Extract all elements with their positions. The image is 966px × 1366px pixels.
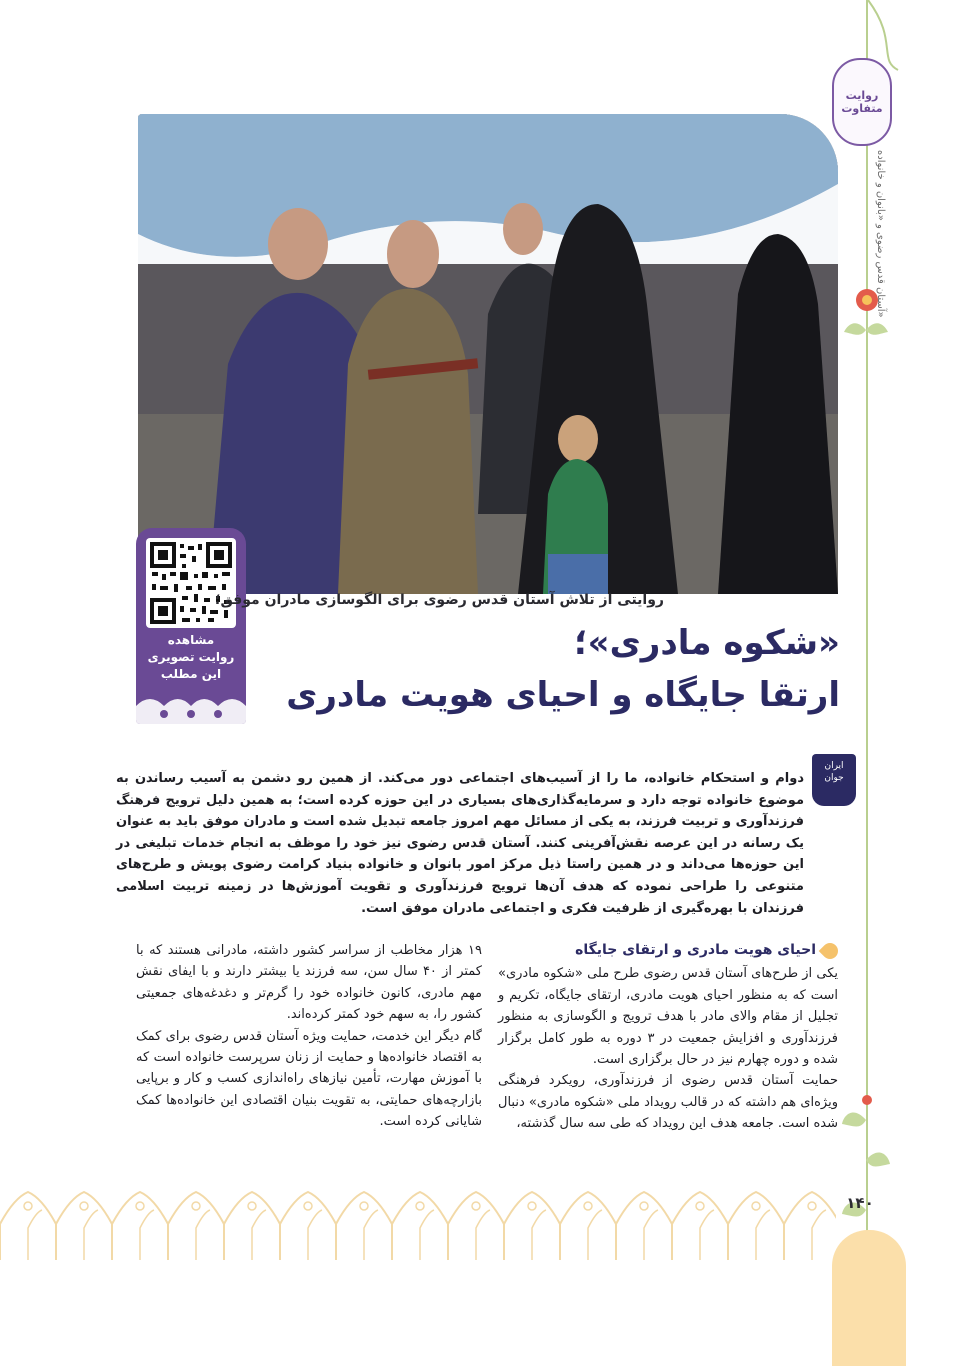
magazine-logo: روایت متفاوت (832, 58, 892, 146)
paragraph: یکی از طرح‌های آستان قدس رضوی طرح ملی «شکوه مادری» است که به منظور احیای هویت مادری، ارتقای جایگاه، تکریم و تجلیل از مقام والای مادر با هدف ترویج و الگوسازی به منظور فرزندآوری و افزایش جمعیت در ۳ دوره به طور کامل برگزار شده و دوره چهارم نیز در حال برگزاری است. (498, 966, 838, 1068)
qr-caption: مشاهده روایت تصویری این مطلب (147, 633, 235, 681)
article-title-line2: ارتقا جایگاه و احیای هویت مادری (286, 675, 840, 715)
article-title-line1: «شکوه مادری»؛ (574, 623, 840, 663)
page-number: ۱۴۰ (846, 1194, 874, 1212)
column-right (498, 940, 838, 1135)
event-photo (138, 114, 838, 594)
article-kicker: روایتی از تلاش آستان قدس رضوی برای الگوسازی مادران موفق؛ (214, 592, 664, 608)
flower-icon (862, 1095, 872, 1105)
paragraph: حمایت آستان قدس رضوی از فرزندآوری، رویکرد فرهنگی ویژه‌ای هم داشته که در قالب رویداد ملی «شکوه مادری» دنبال شده است. جامعه هدف این رویداد که طی سه سال گذشته، (498, 1073, 838, 1132)
lead-paragraph: دوام و استحکام خانواده، ما را از آسیب‌های اجتماعی دور می‌کند. از همین رو دشمن به آسیب رساندن به موضوع خانواده توجه دارد و سرمایه‌گذاری‌های بسیاری در این حوزه کرده است؛ به همین دلیل ترویج فرهنگ فرزندآوری و تربیت فرزند، به یکی از مسائل مهم امروز جامعه تبدیل شده است و مادران موفق باید به عنوان یک رسانه در این عرصه نقش‌آفرینی کنند. آستان قدس رضوی نیز خود را موظف به انجام خدمات تبلیغی در این حوزه‌ها می‌داند و در همین راستا ذیل مرکز امور بانوان و خانواده بنیاد کرامت رضوی پویش و طرح‌های متنوعی را طراحی نموده که هدف آن‌ها ترویج فرزندآوری و تقویت آموزش‌ها در زمینه تربیت اسلامی فرزندان با بهره‌گیری از ظرفیت فکری و اجتماعی مادران موفق است. (116, 771, 804, 916)
side-caption: آستان قدس رضوی و «بانوان و خانواده» (875, 150, 886, 318)
bullet-leaf-icon (819, 939, 842, 962)
source-badge: ایران جوان (812, 754, 856, 806)
side-margin (838, 0, 966, 1366)
qr-code[interactable] (146, 538, 236, 628)
bottom-pattern-band (0, 1188, 836, 1260)
section-heading: احیای هویت مادری و ارتقای جایگاه (498, 940, 838, 961)
page-tab (832, 1230, 906, 1366)
paragraph: ۱۹ هزار مخاطب از سراسر کشور داشته، مادرانی هستند که با کمتر از ۴۰ سال سن، سه فرزند یا بیشتر دارند و با ایفای نقش مهم مادری، کانون خانواده خود را گرم‌تر و دغدغه‌های جمعیتی کشور را، به سهم خود کمتر کرده‌اند. (136, 943, 482, 1023)
paragraph: گام دیگر این خدمت، حمایت ویژه آستان قدس رضوی برای کمک به اقتصاد خانواده‌ها و حمایت از زنان سرپرست خانواده است که با آموزش مهارت، تأمین نیازهای راه‌اندازی کسب و کار و برپایی بازارچه‌های حمایتی، به تقویت بنیان اقتصادی این خانواده‌ها کمک شایانی کرده است. (136, 1028, 482, 1130)
vine-ornament (838, 0, 966, 1366)
column-left (136, 940, 482, 1133)
